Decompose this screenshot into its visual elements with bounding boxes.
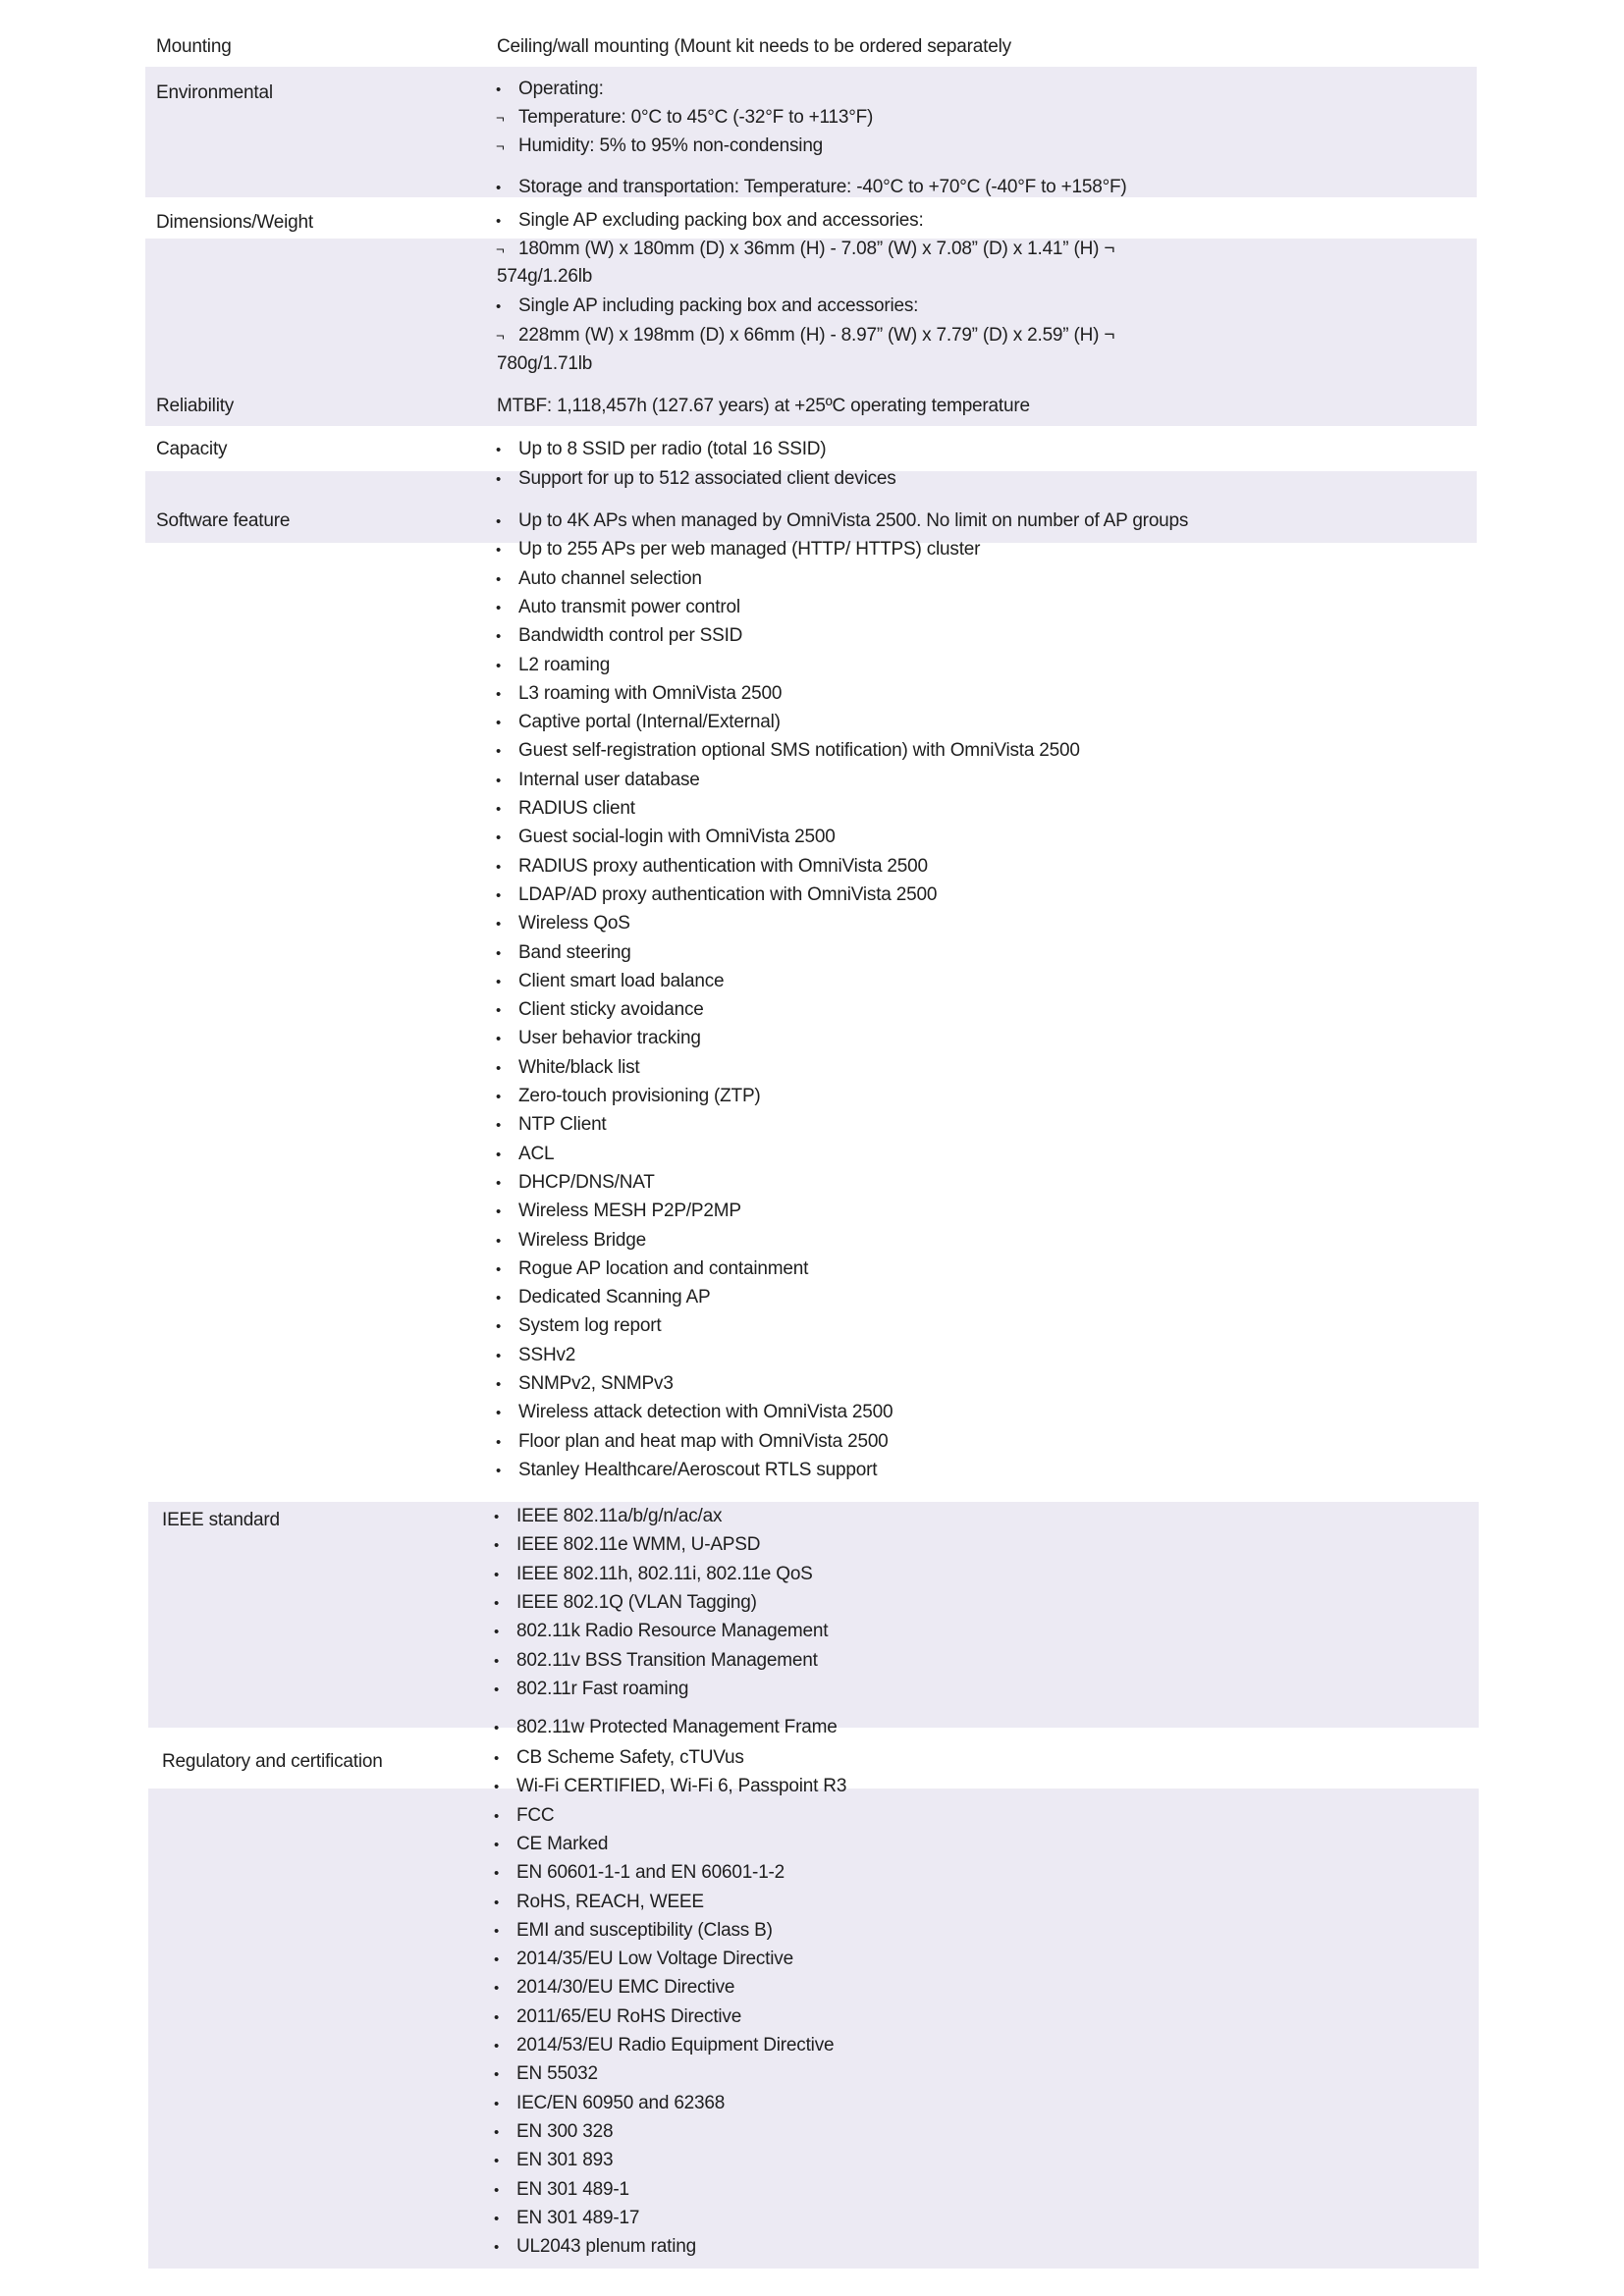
spec-list-item [496,797,635,822]
bullet-icon: • [496,685,502,703]
spec-list-item-text: DHCP/DNS/NAT [518,1171,655,1193]
bullet-icon: • [496,1232,502,1250]
spec-list-item [496,826,836,850]
spec-label: Capacity [156,439,228,459]
spec-list-item [496,855,928,880]
bullet-icon: • [494,1624,500,1641]
bullet-icon: • [496,1203,502,1221]
spec-list-item [494,1861,785,1886]
spec-list-item [496,624,742,649]
spec-list-item-text: Wireless QoS [518,913,630,934]
spec-list-item [496,596,740,620]
spec-list-item-text: Captive portal (Internal/External) [518,712,781,733]
bullet-icon: • [494,1836,500,1853]
bullet-icon: • [496,1146,502,1163]
spec-list-item-text: Band steering [518,941,631,963]
spec-list-item-text: 2014/35/EU Low Voltage Directive [516,1949,793,1970]
spec-list-item [496,467,896,492]
spec-list-item-text: Humidity: 5% to 95% non-condensing [518,135,824,156]
spec-list-item-text: IEEE 802.11h, 802.11i, 802.11e QoS [516,1563,813,1584]
spec-list-item-text: Bandwidth control per SSID [518,625,743,647]
spec-list-item [494,1891,704,1915]
bullet-icon: • [496,772,502,789]
spec-list-item [496,209,924,234]
spec-list-item [496,739,1080,764]
spec-list-item-text: RADIUS proxy authentication with OmniVista 2500 [518,855,928,877]
bullet-icon: • [496,1089,502,1105]
spec-list-item-text: Wireless MESH P2P/P2MP [518,1201,741,1222]
spec-list-item [494,1591,757,1616]
spec-list-item [494,1620,828,1644]
bullet-icon: • [494,1594,500,1612]
bullet-icon: • [496,944,502,962]
spec-list-item-text: Floor plan and heat map with OmniVista 2500 [518,1430,889,1452]
spec-list-item-text: 228mm (W) x 198mm (D) x 66mm (H) - 8.97” (W) x 7.79” (D) x 2.59” (H) ¬ [518,325,1115,346]
spec-list-item [494,1804,554,1829]
bullet-icon: • [494,2210,500,2227]
spec-list-item [496,769,700,793]
spec-list-item [497,352,592,376]
spec-list-item [494,1775,846,1799]
spec-list-item-text: IEC/EN 60950 and 62368 [516,2092,726,2113]
spec-list-item [496,294,918,319]
spec-list-item [496,1143,554,1167]
bullet-icon: • [494,1652,500,1670]
row-band-ieee [148,1502,1479,1728]
bullet-icon: • [496,1318,502,1336]
bullet-icon: • [494,2123,500,2141]
spec-list-item-text: RoHS, REACH, WEEE [516,1891,704,1912]
spec-list-item [496,1314,662,1339]
spec-list-item-text: EMI and susceptibility (Class B) [516,1919,773,1941]
bullet-icon: • [494,1750,500,1767]
spec-list-item [496,1113,607,1138]
spec-list-item [494,2005,741,2030]
spec-label: Dimensions/Weight [156,212,313,233]
spec-list-item-text: SNMPv2, SNMPv3 [518,1373,674,1394]
bullet-icon: • [494,1537,500,1555]
spec-list-item-text: 802.11r Fast roaming [516,1678,689,1699]
spec-list-item-text: Temperature: 0°C to 45°C (-32°F to +113°F) [518,107,874,128]
spec-list-item [496,1200,741,1224]
bullet-icon: • [494,1951,500,1969]
spec-list-item [496,970,724,994]
spec-list-item-text: Operating: [518,79,604,99]
bullet-icon: • [494,1922,500,1940]
spec-list-item-text: NTP Client [518,1114,607,1136]
bullet-icon: • [496,1433,502,1451]
spec-list-item [496,78,604,102]
bullet-icon: • [496,1117,502,1135]
spec-list-item [496,912,630,936]
spec-list-item [494,1833,608,1857]
spec-list-item [496,1459,877,1483]
spec-list-item-text: EN 55032 [516,2063,598,2085]
spec-list-item [496,998,704,1023]
spec-list-item-text: 802.11k Radio Resource Management [516,1621,829,1642]
bullet-icon: • [496,471,502,488]
spec-list-item [496,682,782,707]
bullet-icon: • [494,1894,500,1911]
bullet-icon: • [494,2038,500,2055]
spec-list-item-text: User behavior tracking [518,1028,701,1049]
bullet-icon: • [496,973,502,990]
bullet-icon: • [496,542,502,560]
spec-list-item-text: CE Marked [516,1833,609,1854]
bullet-icon: • [494,1980,500,1998]
spec-list-item-text: 2014/53/EU Radio Equipment Directive [516,2035,835,2056]
spec-list-item [494,1716,838,1740]
spec-list-item-text: EN 301 893 [516,2150,614,2171]
sub-item-marker-icon: ¬ [496,110,505,127]
spec-list-item-text: Zero-touch provisioning (ZTP) [518,1086,761,1106]
spec-list-item-text: Up to 8 SSID per radio (total 16 SSID) [518,439,827,459]
spec-list-item [496,567,702,592]
spec-list-item-text: Auto transmit power control [518,596,740,617]
spec-list-item-text: EN 60601-1-1 and EN 60601-1-2 [516,1862,785,1884]
spec-list-item [496,1056,640,1081]
spec-list-item-text: IEEE 802.11a/b/g/n/ac/ax [516,1506,723,1526]
spec-list-item [494,2034,834,2058]
spec-list-item [494,2120,613,2145]
bullet-icon: • [496,1031,502,1048]
spec-list-item [494,1563,813,1587]
spec-list-item [496,1171,655,1196]
spec-list-item-text: Rogue AP location and containment [518,1257,809,1279]
spec-list-item-text: ACL [518,1143,555,1164]
spec-label: Reliability [156,396,235,416]
spec-list-item-text: IEEE 802.1Q (VLAN Tagging) [516,1591,757,1613]
spec-label: Mounting [156,36,232,57]
spec-list-item-text: Internal user database [518,769,700,790]
spec-list-item [494,1976,734,2001]
bullet-icon: • [496,743,502,761]
spec-value: MTBF: 1,118,457h (127.67 years) at +25ºC operating temperature [497,396,1030,416]
spec-label: Software feature [156,510,291,531]
spec-list-item [496,941,631,966]
spec-list-item-text: Support for up to 512 associated client devices [518,468,896,489]
bullet-icon: • [496,213,502,230]
spec-list-item-text: Single AP including packing box and accessories: [518,295,919,316]
spec-list-item-text: 180mm (W) x 180mm (D) x 36mm (H) - 7.08” (W) x 7.08” (D) x 1.41” (H) ¬ [518,239,1115,259]
bullet-icon: • [494,1509,500,1525]
sub-item-marker-icon: ¬ [496,138,505,155]
spec-list-item [497,265,592,289]
spec-list-item-text: 2011/65/EU RoHS Directive [516,2005,742,2027]
spec-label: Regulatory and certification [162,1751,383,1772]
spec-list-item [494,2178,629,2203]
bullet-icon: • [496,715,502,732]
bullet-icon: • [496,180,502,196]
spec-list-item-text: Wireless Bridge [518,1229,647,1251]
bullet-icon: • [496,1174,502,1192]
spec-list-item [494,1505,722,1529]
bullet-icon: • [496,1002,502,1020]
spec-list-item [496,509,1188,534]
spec-list-item-text: Stanley Healthcare/Aeroscout RTLS support [518,1459,878,1480]
spec-list-item-text: Guest self-registration optional SMS notification) with OmniVista 2500 [518,740,1080,762]
spec-label: IEEE standard [162,1510,280,1530]
spec-label: Environmental [156,82,273,103]
spec-list-item-text: 780g/1.71lb [497,353,593,374]
spec-list-item-text: Storage and transportation: Temperature: -40°C to +70°C (-40°F to +158°F) [518,177,1127,197]
bullet-icon: • [494,1865,500,1883]
row-band-regulatory [148,1789,1479,2269]
bullet-icon: • [496,442,502,458]
spec-list-item-text: EN 301 489-1 [516,2178,629,2200]
spec-list-item [496,1027,701,1051]
spec-list-item [494,1678,688,1702]
spec-list-item [494,1948,793,1972]
spec-list-item-text: L3 roaming with OmniVista 2500 [518,682,783,704]
spec-list-item [496,238,1114,262]
spec-list-item [494,2235,696,2260]
bullet-icon: • [496,657,502,674]
spec-list-item [494,1746,744,1771]
bullet-icon: • [496,916,502,934]
bullet-icon: • [494,2239,500,2257]
spec-list-item-text: Single AP excluding packing box and accessories: [518,210,924,231]
bullet-icon: • [496,1405,502,1422]
spec-list-item [496,1401,893,1425]
bullet-icon: • [496,1376,502,1393]
spec-value: Ceiling/wall mounting (Mount kit needs to be ordered separately [497,36,1011,57]
bullet-icon: • [496,1347,502,1364]
spec-list-item-text: 2014/30/EU EMC Directive [516,1977,735,1999]
spec-list-item-text: Guest social-login with OmniVista 2500 [518,827,836,848]
spec-list-item-text: SSHv2 [518,1344,576,1365]
bullet-icon: • [494,1807,500,1825]
bullet-icon: • [496,801,502,818]
bullet-icon: • [496,513,502,530]
bullet-icon: • [494,2095,500,2112]
bullet-icon: • [494,1681,500,1698]
bullet-icon: • [496,829,502,847]
spec-list-item [494,2062,598,2087]
spec-list-item-text: LDAP/AD proxy authentication with OmniVista 2500 [518,883,938,905]
bullet-icon: • [496,886,502,904]
spec-list-item [496,106,873,131]
bullet-icon: • [496,1462,502,1479]
bullet-icon: • [496,298,502,315]
bullet-icon: • [496,1059,502,1077]
spec-list-item [496,438,826,462]
spec-list-item [494,1533,760,1558]
spec-list-item-text: CB Scheme Safety, cTUVus [516,1747,744,1768]
spec-list-item-text: 802.11w Protected Management Frame [516,1717,838,1737]
spec-list-item [496,883,937,908]
bullet-icon: • [496,858,502,876]
bullet-icon: • [494,1566,500,1583]
bullet-icon: • [494,2153,500,2170]
sub-item-marker-icon: ¬ [496,328,505,345]
spec-list-item-text: Up to 255 APs per web managed (HTTP/ HTTPS) cluster [518,539,981,561]
spec-list-item-text: Client smart load balance [518,970,725,991]
spec-list-item-text: IEEE 802.11e WMM, U-APSD [516,1534,761,1556]
sub-item-marker-icon: ¬ [496,241,505,258]
spec-list-item-text: EN 301 489-17 [516,2207,640,2228]
spec-list-item-text: Client sticky avoidance [518,999,704,1021]
spec-list-item [494,1649,818,1674]
bullet-icon: • [496,628,502,646]
spec-list-item-text: Up to 4K APs when managed by OmniVista 2500. No limit on number of AP groups [518,510,1189,531]
spec-list-item [496,176,1127,200]
spec-list-item [494,1919,773,1944]
bullet-icon: • [496,81,502,98]
spec-list-item-text: FCC [516,1804,555,1826]
spec-list-item [496,1344,575,1368]
bullet-icon: • [496,570,502,588]
spec-list-item [496,1257,808,1282]
spec-list-item [496,1430,889,1455]
spec-list-item-text: Auto channel selection [518,567,702,589]
spec-list-item-text: System log report [518,1315,662,1337]
spec-list-item [496,1229,646,1254]
spec-list-item [496,324,1114,348]
spec-list-item [496,1085,761,1109]
bullet-icon: • [494,2066,500,2084]
spec-list-item-text: RADIUS client [518,798,635,819]
bullet-icon: • [496,1260,502,1278]
spec-list-item [494,2092,725,2116]
spec-list-item [496,1286,710,1310]
spec-list-item [496,1372,674,1397]
spec-list-item [496,134,823,159]
spec-list-item [494,2149,613,2173]
spec-list-item [496,711,781,735]
bullet-icon: • [494,2008,500,2026]
spec-list-item [496,538,980,562]
spec-list-item [496,654,610,678]
bullet-icon: • [496,1290,502,1308]
spec-list-item-text: L2 roaming [518,654,611,675]
bullet-icon: • [494,1720,500,1736]
bullet-icon: • [494,1779,500,1796]
spec-list-item-text: White/black list [518,1056,640,1078]
spec-list-item-text: Dedicated Scanning AP [518,1287,711,1308]
spec-list-item-text: EN 300 328 [516,2120,614,2142]
spec-list-item-text: UL2043 plenum rating [516,2236,696,2258]
spec-list-item-text: Wi-Fi CERTIFIED, Wi-Fi 6, Passpoint R3 [516,1776,847,1797]
spec-list-item [494,2207,639,2231]
spec-list-item-text: Wireless attack detection with OmniVista 2500 [518,1402,893,1423]
bullet-icon: • [496,599,502,616]
bullet-icon: • [494,2181,500,2199]
spec-list-item-text: 802.11v BSS Transition Management [516,1649,818,1671]
spec-list-item-text: 574g/1.26lb [497,266,593,287]
